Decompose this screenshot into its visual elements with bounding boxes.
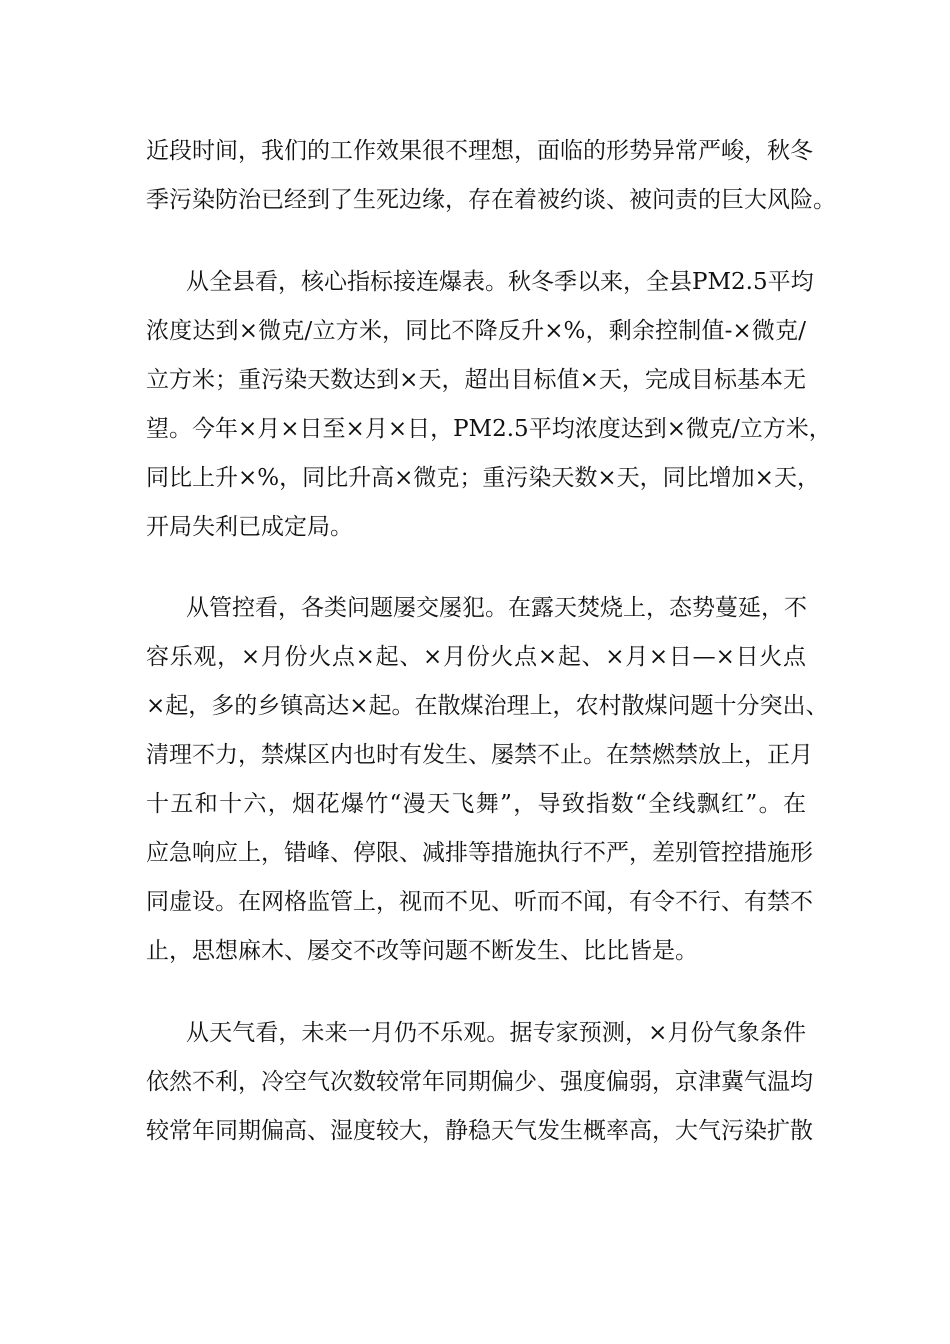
text-line: 较常年同期偏高、湿度较大，静稳天气发生概率高，大气污染扩散: [146, 1118, 813, 1144]
text-line: 止，思想麻木、屡交不改等问题不断发生、比比皆是。: [146, 938, 698, 964]
text-line: 开局失利已成定局。: [146, 514, 353, 540]
text-line: 从天气看，未来一月仍不乐观。据专家预测，×月份气象条件: [186, 1020, 806, 1046]
text-line: 望。今年×月×日至×月×日，PM2.5平均浓度达到×微克/立方米，: [146, 416, 832, 442]
text-line: 立方米；重污染天数达到×天，超出目标值×天，完成目标基本无: [146, 367, 806, 393]
text-line: 容乐观，×月份火点×起、×月份火点×起、×月×日—×日火点: [146, 644, 806, 670]
text-line: 应急响应上，错峰、停限、减排等措施执行不严，差别管控措施形: [146, 840, 813, 866]
text-line: 同虚设。在网格监管上，视而不见、听而不闻，有令不行、有禁不: [146, 889, 813, 915]
text-line: 十五和十六，烟花爆竹“漫天飞舞”，导致指数“全线飘红”。在: [146, 791, 806, 817]
text-line: 从管控看，各类问题屡交屡犯。在露天焚烧上，态势蔓延，不: [186, 595, 807, 621]
text-line: 清理不力，禁煤区内也时有发生、屡禁不止。在禁燃禁放上，正月: [146, 742, 813, 768]
text-line: 依然不利，冷空气次数较常年同期偏少、强度偏弱，京津冀气温均: [146, 1069, 813, 1095]
text-line: 从全县看，核心指标接连爆表。秋冬季以来，全县PM2.5平均: [186, 269, 814, 295]
text-line: 浓度达到×微克/立方米，同比不降反升×%，剩余控制值-×微克/: [146, 318, 806, 344]
text-line: ×起，多的乡镇高达×起。在散煤治理上，农村散煤问题十分突出、: [146, 693, 829, 719]
text-line: 季污染防治已经到了生死边缘，存在着被约谈、被问责的巨大风险。: [146, 187, 836, 213]
text-line: 同比上升×%，同比升高×微克；重污染天数×天，同比增加×天，: [146, 465, 820, 491]
text-line: 近段时间，我们的工作效果很不理想，面临的形势异常严峻，秋冬: [146, 138, 813, 164]
